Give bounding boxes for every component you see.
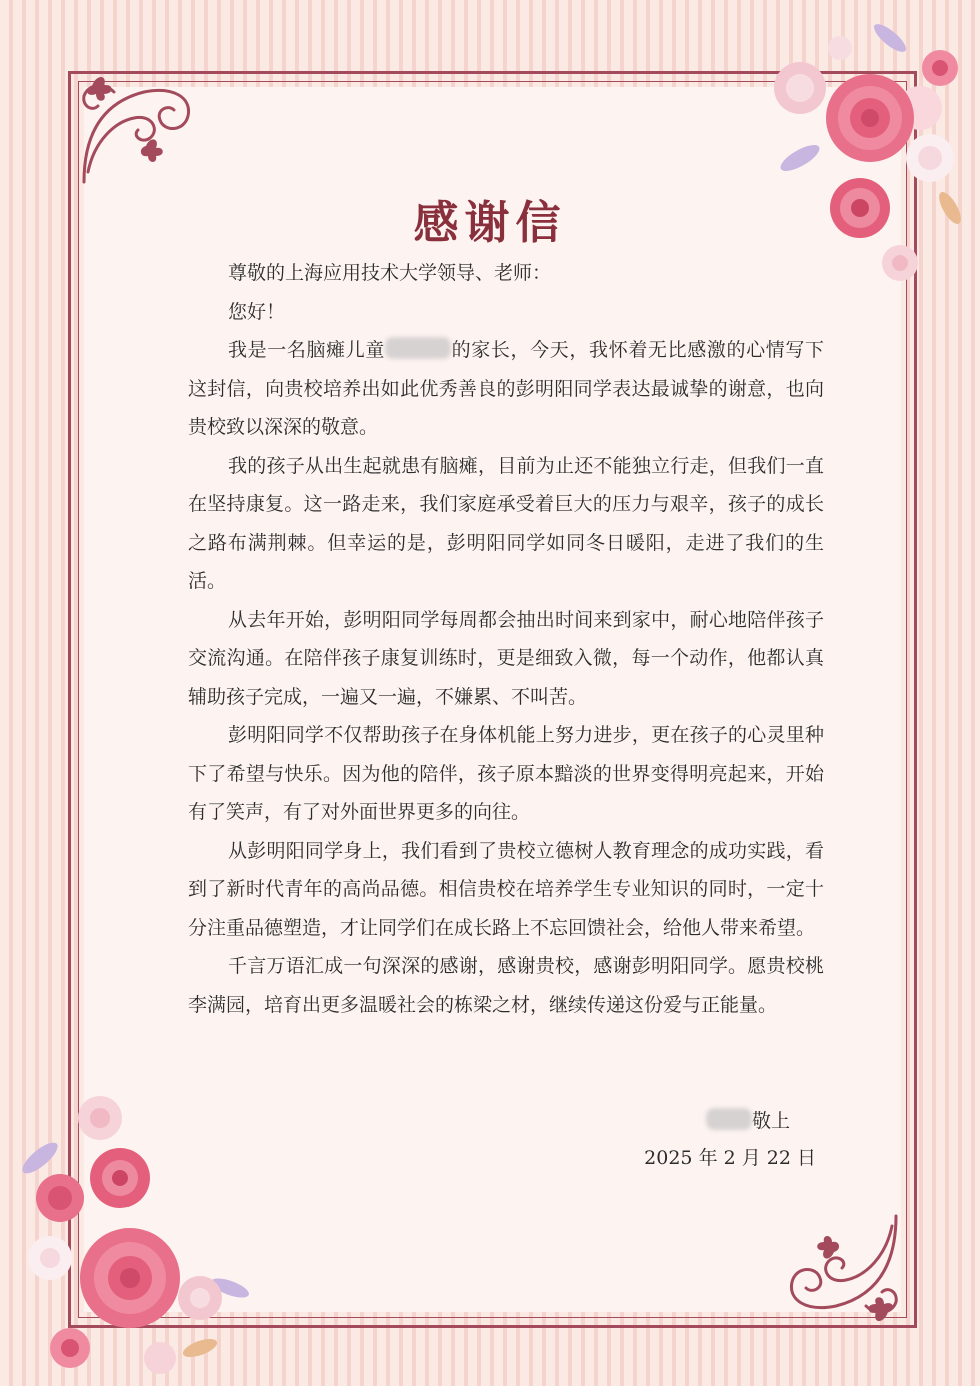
scroll-ornament-bottom-right [776, 1206, 906, 1326]
signoff-text: 敬上 [751, 1110, 790, 1132]
paragraph-intro [188, 331, 824, 447]
paragraph: 我的孩子从出生起就患有脑瘫，目前为止还不能独立行走，但我们一直在坚持康复。这一路走来，我们家庭承受着巨大的压力与艰辛，孩子的成长之路布满荆棘。但幸运的是，彭明阳同学如同冬日暖阳，走进了我们的生活。 [188, 454, 824, 592]
greeting: 您好！ [228, 300, 286, 323]
paragraph-intro-rest: 的家长，今天，我怀着无比感激的心情写下这封信，向贵校培养出如此优秀善良的彭明阳同学表达最诚挚的谢意，也向贵校致以深深的敬意。 [188, 339, 824, 438]
signature-line [706, 1104, 790, 1138]
scroll-ornament-top-left [74, 72, 204, 192]
letter-title: 感谢信 [413, 196, 567, 249]
letter-date: 2025 年 2 月 22 日 [644, 1147, 816, 1169]
salutation: 尊敬的上海应用技术大学领导、老师： [228, 262, 552, 284]
letter-body [188, 254, 824, 1024]
paragraph-intro-start: 我是一名脑瘫儿童 [228, 339, 386, 361]
paragraph: 千言万语汇成一句深深的感谢，感谢贵校，感谢彭明阳同学。愿贵校桃李满园，培育出更多温暖社会的栋梁之材，继续传递这份爱与正能量。 [188, 955, 824, 1016]
redacted-name [385, 337, 451, 359]
paragraph: 彭明阳同学不仅帮助孩子在身体机能上努力进步，更在孩子的心灵里种下了希望与快乐。因为他的陪伴，孩子原本黯淡的世界变得明亮起来，开始有了笑声，有了对外面世界更多的向往。 [188, 724, 824, 823]
paragraph: 从彭明阳同学身上，我们看到了贵校立德树人教育理念的成功实践，看到了新时代青年的高尚品德。相信贵校在培养学生专业知识的同时，一定十分注重品德塑造，才让同学们在成长路上不忘回馈社会，给他人带来希望。 [188, 839, 824, 939]
rose-cluster-bottom-left [0, 1088, 260, 1386]
redacted-signature [706, 1108, 752, 1130]
paragraph: 从去年开始，彭明阳同学每周都会抽出时间来到家中，耐心地陪伴孩子交流沟通。在陪伴孩子康复训练时，更是细致入微，每一个动作，他都认真辅助孩子完成，一遍又一遍，不嫌累、不叫苦。 [188, 608, 824, 708]
